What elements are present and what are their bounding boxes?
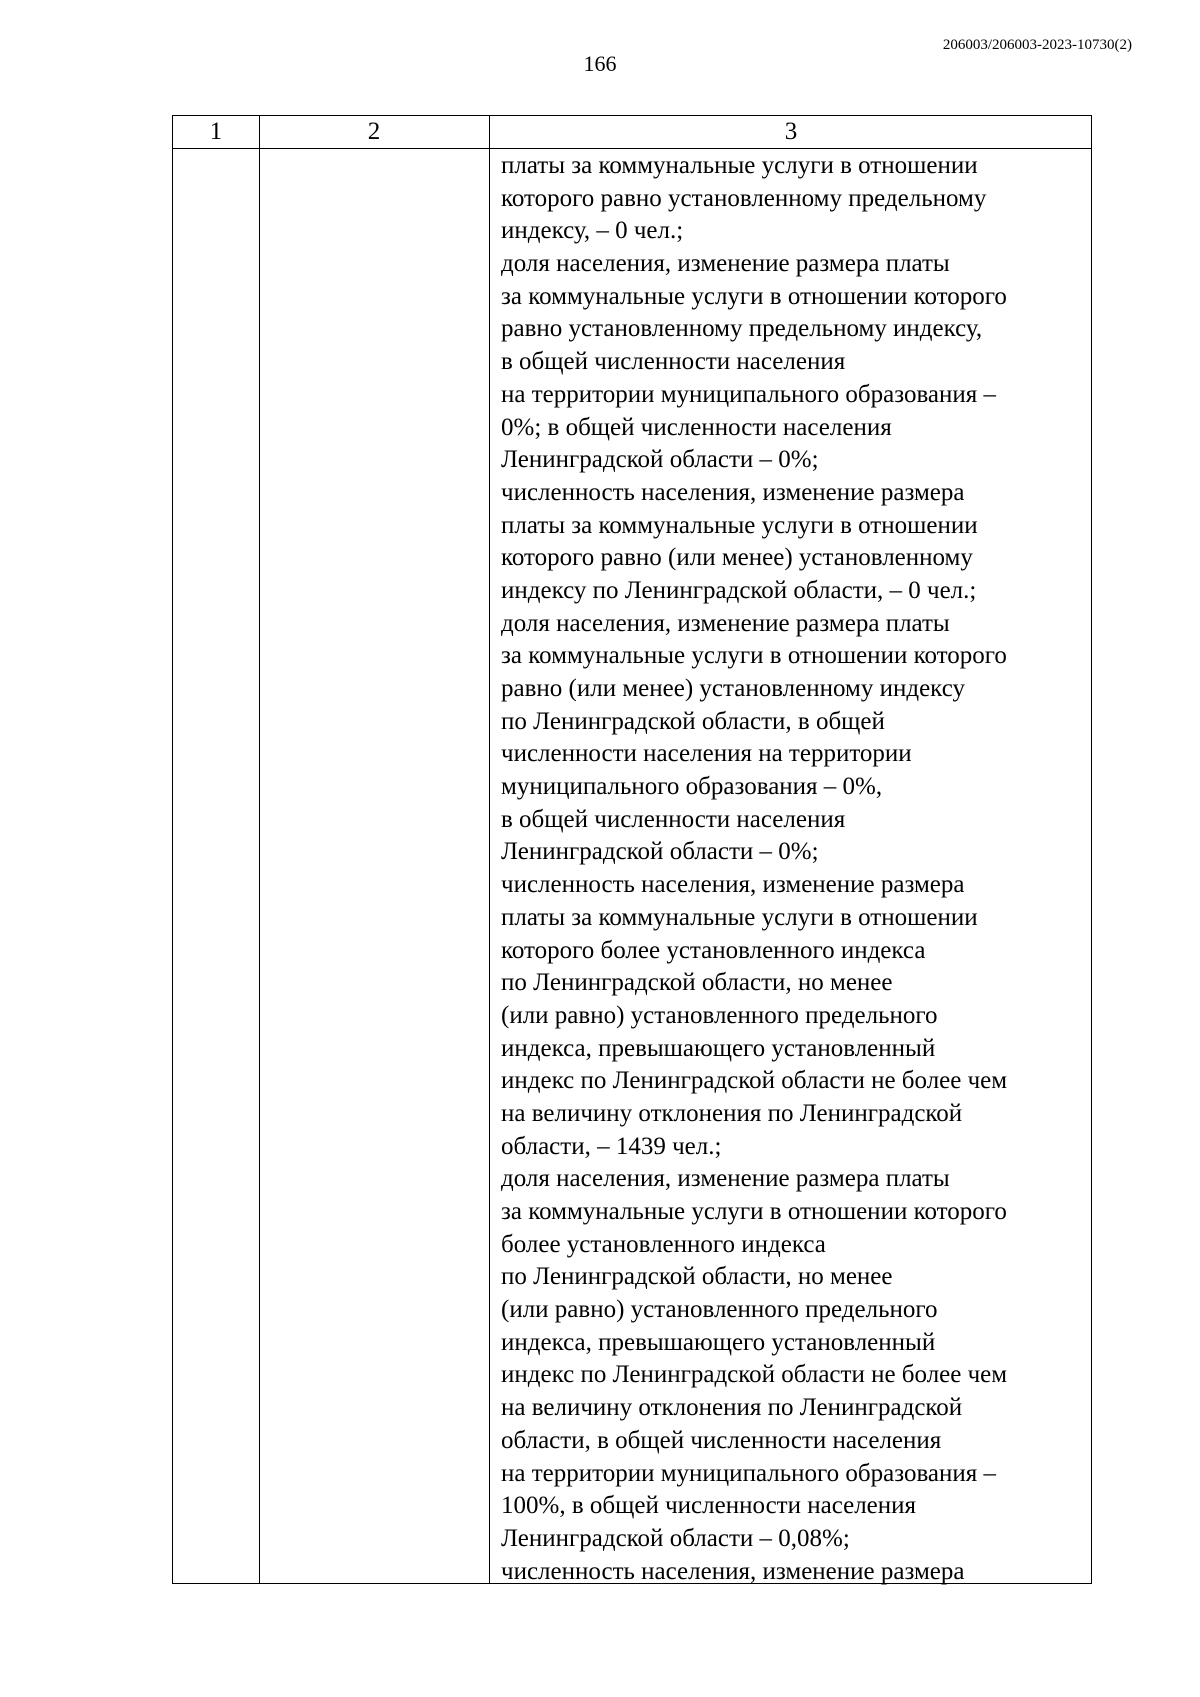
text-line: численность населения, изменение размера bbox=[501, 478, 965, 506]
text-line: Ленинградской области – 0,08%; bbox=[501, 1524, 850, 1552]
text-line: муниципального образования – 0%, bbox=[501, 773, 883, 801]
text-line: равно (или менее) установленному индексу bbox=[501, 675, 965, 702]
text-line: 100%, в общей численности населения bbox=[501, 1492, 917, 1520]
text-line: численности населения на территории bbox=[501, 740, 912, 768]
text-line: за коммунальные услуги в отношении которого bbox=[501, 642, 1007, 670]
text-line: по Ленинградской области, но менее bbox=[501, 1263, 893, 1291]
document-id: 206003/206003-2023-10730(2) bbox=[942, 37, 1132, 53]
text-line: доля населения, изменение размера платы bbox=[501, 1165, 950, 1193]
text-line: на территории муниципального образования – bbox=[501, 380, 997, 408]
text-line: в общей численности населения bbox=[501, 348, 846, 376]
text-line: индекс по Ленинградской области не более чем bbox=[501, 1067, 1008, 1095]
text-line: на территории муниципального образования – bbox=[501, 1459, 997, 1487]
text-line: области, в общей численности населения bbox=[501, 1426, 942, 1454]
text-line: численность населения, изменение размера bbox=[501, 1557, 965, 1585]
text-line: индексу, – 0 чел.; bbox=[501, 217, 684, 245]
text-line: Ленинградской области – 0%; bbox=[501, 838, 819, 866]
text-line: платы за коммунальные услуги в отношении bbox=[501, 903, 978, 931]
text-line: индекса, превышающего установленный bbox=[501, 1034, 936, 1062]
text-line: равно установленному предельному индексу, bbox=[501, 315, 983, 343]
column-header-2: 2 bbox=[367, 118, 381, 145]
text-line: доля населения, изменение размера платы bbox=[501, 609, 950, 637]
text-line: (или равно) установленного предельного bbox=[501, 1296, 938, 1324]
text-line: которого более установленного индекса bbox=[501, 936, 926, 964]
column-header-1: 1 bbox=[209, 118, 223, 145]
column-header-3: 3 bbox=[784, 118, 798, 145]
text-line: за коммунальные услуги в отношении которого bbox=[501, 282, 1007, 310]
text-line: за коммунальные услуги в отношении которого bbox=[501, 1198, 1007, 1225]
text-line: более установленного индекса bbox=[501, 1230, 826, 1258]
text-line: платы за коммунальные услуги в отношении bbox=[501, 511, 978, 539]
text-line: по Ленинградской области, в общей bbox=[501, 707, 885, 735]
text-line: численность населения, изменение размера bbox=[501, 871, 965, 899]
text-line: области, – 1439 чел.; bbox=[501, 1132, 722, 1160]
text-line: (или равно) установленного предельного bbox=[501, 1001, 938, 1029]
text-line: по Ленинградской области, но менее bbox=[501, 969, 893, 997]
column-3-text bbox=[501, 150, 1091, 1588]
header-divider bbox=[173, 148, 1091, 149]
text-line: Ленинградской области – 0%; bbox=[501, 446, 819, 474]
text-line: индекса, превышающего установленный bbox=[501, 1328, 936, 1356]
text-line: индексу по Ленинградской области, – 0 чел.; bbox=[501, 576, 977, 604]
text-line: на величину отклонения по Ленинградской bbox=[501, 1099, 963, 1127]
text-line: которого равно (или менее) установленному bbox=[501, 544, 973, 572]
document-table bbox=[172, 115, 1092, 1584]
text-line: на величину отклонения по Ленинградской bbox=[501, 1394, 963, 1422]
text-line: в общей численности населения bbox=[501, 805, 846, 833]
text-line: доля населения, изменение размера платы bbox=[501, 250, 950, 278]
text-line: индекс по Ленинградской области не более чем bbox=[501, 1361, 1008, 1389]
text-line: 0%; в общей численности населения bbox=[501, 413, 892, 441]
column-divider bbox=[489, 116, 490, 1583]
page-number: 166 bbox=[583, 51, 617, 76]
text-line: платы за коммунальные услуги в отношении bbox=[501, 152, 978, 179]
text-line: которого равно установленному предельному bbox=[501, 184, 987, 212]
column-divider bbox=[259, 116, 260, 1583]
